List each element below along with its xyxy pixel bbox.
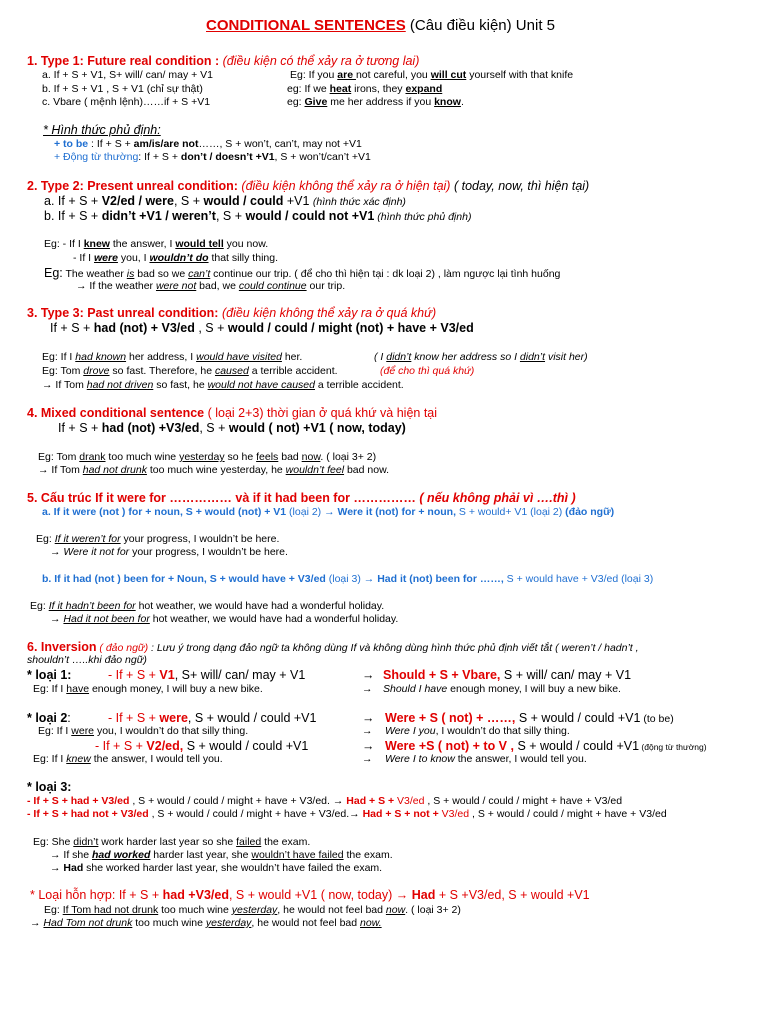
type5-formula-b: b. If it had (not ) been for + Noun, S + would have + V3/ed (loại 3) → Had it (not) been for ……, S + would have + V3/ed (loại 3) <box>42 573 654 585</box>
inversion-type3-example-2: → If she had worked harder last year, she wouldn’t have failed the exam. <box>50 849 393 861</box>
type1-example-a: Eg: If you are not careful, you will cut yourself with that knife <box>290 69 574 81</box>
type1-heading: 1. Type 1: Future real condition : (điều kiện có thể xảy ra ở tương lai) <box>27 54 420 68</box>
page-title: CONDITIONAL SENTENCES (Câu điều kiện) Unit 5 <box>206 17 555 34</box>
inversion-type3-formula-b: - If + S + had not + V3/ed , S + would / could / might + have + V3/ed.→ Had + S + not + V3/ed , S + would / could / might + have + V3/ed <box>27 808 667 820</box>
type1-formula-b: b. If + S + V1 , S + V1 (chỉ sự thật) <box>42 83 203 95</box>
type3-example-2: Eg: Tom drove so fast. Therefore, he caused a terrible accident. <box>42 365 338 377</box>
type5-example-b-1: Eg: If it hadn’t been for hot weather, we would have had a wonderful holiday. <box>30 600 385 612</box>
type1-formula-c: c. Vbare ( mệnh lệnh)……if + S +V1 <box>42 96 211 108</box>
type2-example-4: → If the weather were not bad, we could continue our trip. <box>76 280 346 292</box>
type1-negative-tobe: + to be : If + S + am/is/are not……, S + won’t, can’t, may not +V1 <box>54 138 362 150</box>
type5-example-a-2: → Were it not for your progress, I wouldn’t be here. <box>50 546 288 558</box>
inversion-type1-label: * loại 1: <box>27 668 72 682</box>
inversion-type1-example-arrow: → <box>362 683 373 695</box>
type2-example-3: Eg: The weather is bad so we can’t continue our trip. ( để cho thì hiện tại : dk loại 2) , làm ngược lại tình huống <box>44 266 561 280</box>
inversion-type2-arrow-a: → <box>362 711 375 725</box>
inversion-type3-label: * loại 3: <box>27 780 72 794</box>
inversion-type1-inverted: Should + S + Vbare, S + will/ can/ may + V1 <box>383 668 632 682</box>
type1-example-c: eg: Give me her address if you know. <box>287 96 464 108</box>
type1-formula-a: a. If + S + V1, S+ will/ can/ may + V1 <box>42 69 213 81</box>
type3-example-3: → If Tom had not driven so fast, he would not have caused a terrible accident. <box>42 379 404 391</box>
inversion-type2-inverted-b: Were +S ( not) + to V , S + would / could +V1 (động từ thường) <box>385 739 707 753</box>
type1-example-b: eg: If we heat irons, they expand <box>287 83 443 95</box>
type4-example-2: → If Tom had not drunk too much wine yesterday, he wouldn’t feel bad now. <box>38 464 389 476</box>
type5-example-a-1: Eg: If it weren’t for your progress, I wouldn’t be here. <box>36 533 280 545</box>
type1-negative-heading: * Hình thức phủ định: <box>43 123 161 137</box>
inversion-type2-inverted-a: Were + S ( not) + ……, S + would / could +V1 (to be) <box>385 711 674 725</box>
type6-heading-cont: shouldn’t …..khi đảo ngữ) <box>27 654 147 666</box>
inversion-type1-formula: - If + S + V1, S+ will/ can/ may + V1 <box>108 668 306 682</box>
inversion-type1-arrow: → <box>362 668 375 682</box>
type3-example-1: Eg: If I had known her address, I would have visited her. <box>42 351 303 363</box>
inversion-type2-label: * loại 2: <box>27 711 71 725</box>
type5-heading: 5. Cấu trúc If it were for …………… và if it had been for …………… ( nếu không phải vì ….thì ) <box>27 491 576 505</box>
inversion-type2-example-a: Eg: If I were you, I wouldn’t do that silly thing. <box>38 725 249 737</box>
type4-example-1: Eg: Tom drank too much wine yesterday so he feels bad now. ( loại 3+ 2) <box>38 451 377 463</box>
type3-heading: 3. Type 3: Past unreal condition: (điều kiện không thể xảy ra ở quá khứ) <box>27 306 437 320</box>
type3-example-2-note: (để cho thì quá khứ) <box>380 365 475 377</box>
inversion-type3-formula-a: - If + S + had + V3/ed , S + would / could / might + have + V3/ed. → Had + S + V3/ed , S + would / could / might + have + V3/ed <box>27 795 623 807</box>
type4-formula: If + S + had (not) +V3/ed, S + would ( not) +V1 ( now, today) <box>58 421 406 435</box>
mixed-inversion-formula: * Loại hỗn hợp: If + S + had +V3/ed, S + would +V1 ( now, today) → Had + S +V3/ed, S + would +V1 <box>30 888 590 902</box>
type2-example-2: - If I were you, I wouldn’t do that silly thing. <box>73 252 278 264</box>
type2-example-1: Eg: - If I knew the answer, I would tell you now. <box>44 238 269 250</box>
inversion-type1-example: Eg: If I have enough money, I will buy a new bike. <box>33 683 263 695</box>
inversion-type2-formula-a: - If + S + were, S + would / could +V1 <box>108 711 317 725</box>
mixed-inversion-example-1: Eg: If Tom had not drunk too much wine yesterday, he would not feel bad now. ( loại 3+ 2) <box>44 904 461 916</box>
mixed-inversion-example-2: → Had Tom not drunk too much wine yesterday, he would not feel bad now. <box>30 917 382 929</box>
type5-example-b-2: → Had it not been for hot weather, we would have had a wonderful holiday. <box>50 613 399 625</box>
inversion-type2-example-b-arrow: → <box>362 753 373 765</box>
type6-heading: 6. Inversion ( đảo ngữ) : Lưu ý trong dạng đảo ngữ ta không dùng If và không dùng hình thức phủ định viết tắt ( weren’t / hadn’t , <box>27 640 639 654</box>
type3-formula: If + S + had (not) + V3/ed , S + would / could / might (not) + have + V3/ed <box>50 321 474 335</box>
inversion-type2-arrow-b: → <box>362 739 375 753</box>
inversion-type2-formula-b: - If + S + V2/ed, S + would / could +V1 <box>95 739 309 753</box>
type4-heading: 4. Mixed conditional sentence ( loại 2+3) thời gian ở quá khứ và hiện tại <box>27 406 438 420</box>
type2-formula-b: b. If + S + didn’t +V1 / weren’t, S + would / could not +V1 (hình thức phủ định) <box>44 209 472 223</box>
inversion-type3-example-1: Eg: She didn’t work harder last year so she failed the exam. <box>33 836 311 848</box>
type1-negative-verb: + Động từ thường: If + S + don’t / doesn’t +V1, S + won’t/can’t +V1 <box>54 151 371 163</box>
type2-formula-a: a. If + S + V2/ed / were, S + would / could +V1 (hình thức xác định) <box>44 194 406 208</box>
inversion-type3-example-3: → Had she worked harder last year, she wouldn’t have failed the exam. <box>50 862 383 874</box>
inversion-type2-example-b: Eg: If I knew the answer, I would tell you. <box>33 753 223 765</box>
type3-example-1-note: ( I didn’t know her address so I didn’t visit her) <box>374 351 588 363</box>
type2-heading: 2. Type 2: Present unreal condition: (điều kiện không thể xảy ra ở hiện tại) ( today, now, thì hiện tại) <box>27 179 590 193</box>
inversion-type2-example-a-arrow: → <box>362 725 373 737</box>
type5-formula-a: a. If it were (not ) for + noun, S + would (not) + V1 (loại 2) → Were it (not) for + noun, S + would+ V1 (loại 2) (đảo ngữ) <box>42 506 615 518</box>
inversion-type2-example-a-inverted: Were I you, I wouldn’t do that silly thing. <box>385 725 570 737</box>
inversion-type1-example-inverted: Should I have enough money, I will buy a new bike. <box>383 683 621 695</box>
inversion-type2-example-b-inverted: Were I to know the answer, I would tell you. <box>385 753 587 765</box>
